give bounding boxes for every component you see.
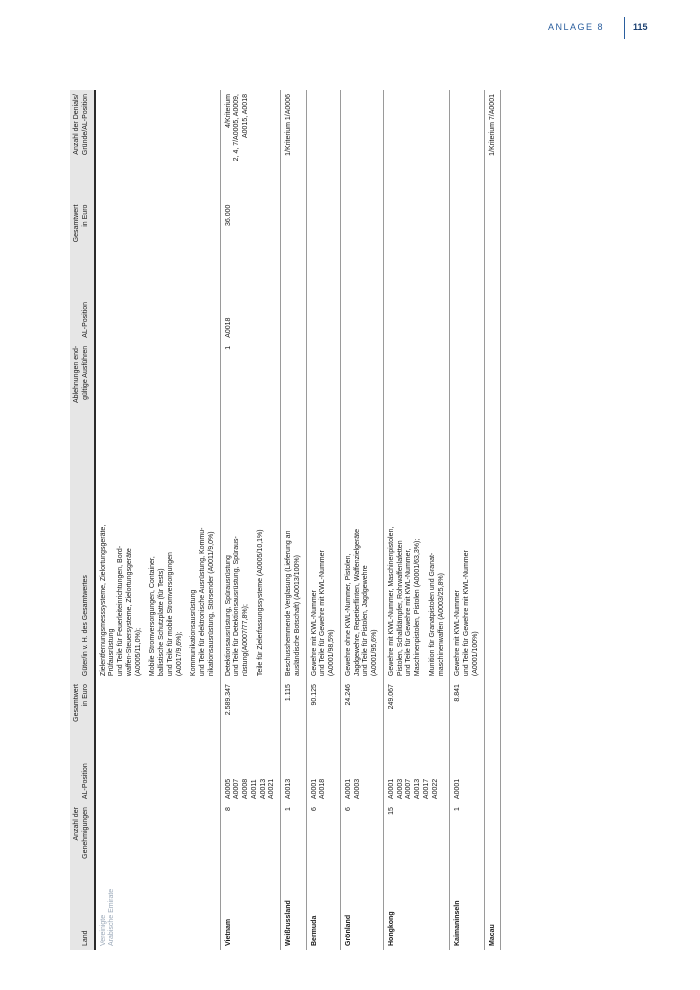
cell-gesamtwert (306, 680, 340, 739)
cell-value: 8 (224, 807, 232, 811)
goods-paragraph (311, 451, 337, 677)
cell-line: Vereinigte (99, 914, 107, 946)
cell-denials (484, 90, 501, 201)
cell-land (220, 876, 281, 950)
cell-line: (A0001/98,5%) (328, 629, 335, 677)
table-body (95, 90, 501, 950)
cell-line: 1/Kriterium 1/A0006 (285, 94, 292, 156)
cell-denials (306, 90, 340, 201)
cell-line: A0021 (268, 778, 276, 800)
cell-line: Gewehre mit KWL-Nummer (454, 590, 462, 677)
cell-al-position-2 (450, 267, 484, 342)
cell-gueter (95, 447, 221, 681)
col-gueter: Güter/in v. H. des Gesamtwertes (70, 447, 95, 681)
header-divider (624, 17, 625, 39)
cell-line: Gewehre mit KWL-Nummer, Maschinenpistolen, (387, 526, 395, 677)
cell-al-position-2 (484, 267, 501, 342)
table-row (95, 90, 221, 950)
cell-value: 1.115 (285, 684, 292, 702)
cell-anzahl (95, 803, 221, 876)
cell-denials (220, 90, 281, 201)
cell-anzahl (281, 803, 307, 876)
cell-value: 1 (454, 807, 462, 811)
cell-line: A0018 (319, 778, 327, 800)
cell-line: Pistolen, Schalldämpfer, Rohrwaffenlafetten (396, 540, 404, 677)
cell-value: 2.589.347 (224, 684, 232, 716)
cell-line: A0003 (353, 778, 361, 800)
cell-line: A0001 (344, 778, 352, 800)
cell-line: A0013 (259, 778, 267, 800)
col-gesamtwert-2: Gesamtwert in Euro (70, 201, 95, 267)
cell-gueter (340, 447, 383, 681)
cell-anzahl (340, 803, 383, 876)
cell-al-position-2 (281, 267, 307, 342)
cell-anzahl (220, 803, 281, 876)
cell-line: maschinenwaffen (A0003/25,8%) (437, 573, 445, 677)
export-table (70, 90, 501, 950)
goods-paragraph (149, 451, 184, 677)
cell-gueter (306, 447, 340, 681)
cell-al-position (450, 739, 484, 803)
cell-line: nikationsausrüstung, Störsender (A0011/9,0%) (207, 531, 215, 677)
cell-line: Zielentfernungsmesssysteme, Zielortungsgeräte, (99, 524, 107, 677)
cell-ablehnungen (383, 342, 450, 447)
cell-value: 8.841 (454, 684, 462, 702)
cell-line: Arabische Emirate (108, 888, 116, 946)
cell-line: A0005 (224, 778, 232, 800)
cell-gesamtwert-2 (220, 201, 281, 267)
cell-line: Macau (488, 924, 496, 946)
cell-gesamtwert-2 (450, 201, 484, 267)
cell-line: Hongkong (387, 911, 395, 946)
cell-line: Vietnam (224, 918, 232, 946)
cell-value: 249.067 (387, 684, 395, 710)
cell-line: A0007 (233, 778, 241, 800)
cell-line: und Teile für mobile Stromversorgungen (166, 552, 174, 677)
col-land: Land (70, 876, 95, 950)
cell-ablehnungen (340, 342, 383, 447)
cell-al-position (340, 739, 383, 803)
cell-al-position-2 (383, 267, 450, 342)
cell-gesamtwert (95, 680, 221, 739)
cell-line: Grönland (344, 914, 352, 946)
cell-gesamtwert (340, 680, 383, 739)
cell-line: A0022 (431, 778, 439, 800)
rotated-table-container (70, 90, 610, 950)
goods-paragraph (225, 451, 251, 677)
cell-ablehnungen (95, 342, 221, 447)
cell-gesamtwert (220, 680, 281, 739)
cell-line: Prüfausrüstung (108, 628, 116, 677)
cell-line: A0001 (454, 778, 462, 800)
cell-line: Maschinenpistolen, Pistolen (A0001/63,3%); (414, 538, 421, 677)
cell-land (281, 876, 307, 950)
cell-line: A0008 (242, 778, 249, 800)
table-row (450, 90, 484, 950)
table-row (340, 90, 383, 950)
col-ablehnungen: Ablehnungen end- gültige Ausführen (70, 342, 95, 447)
cell-anzahl (484, 803, 501, 876)
cell-value: 24.246 (344, 684, 352, 706)
cell-line: Kommunikationsausrüstung (190, 589, 198, 677)
cell-gesamtwert-2 (484, 201, 501, 267)
cell-land (450, 876, 484, 950)
cell-line: 4/Kriterium (224, 94, 232, 128)
cell-land (383, 876, 450, 950)
cell-line: A0007 (405, 778, 413, 800)
header-row (70, 90, 95, 950)
col-al-position: AL-Position (70, 739, 95, 803)
table-row (383, 90, 450, 950)
cell-line: 1/Kriterium 7/A0001 (488, 94, 496, 156)
cell-anzahl (450, 803, 484, 876)
cell-line: Weißrussland (285, 900, 292, 946)
cell-value: 1 (224, 345, 232, 350)
cell-gesamtwert-2 (306, 201, 340, 267)
col-gesamtwert: Gesamtwert in Euro (70, 680, 95, 739)
cell-line: A0015, A0018 (242, 94, 249, 138)
cell-line: Beschusshemmende Verglasung (Lieferung an (285, 530, 292, 677)
cell-line: (A0005/11,0%); (134, 627, 142, 677)
goods-paragraph (285, 451, 303, 677)
table-row (220, 90, 281, 950)
cell-value: 15 (387, 807, 395, 815)
page-number: 115 (633, 22, 648, 32)
col-al-position-2: AL-Position (70, 267, 95, 342)
cell-line: (A0017/9,6%); (175, 631, 183, 677)
cell-line: Gewehre ohne KWL-Nummer, Pistolen, (344, 553, 352, 677)
cell-gesamtwert-2 (340, 201, 383, 267)
cell-al-position (484, 739, 501, 803)
cell-line: waffen-Steuersysteme, Zielortungsgeräte (125, 548, 133, 677)
cell-line: A0017 (422, 778, 430, 800)
table-row (306, 90, 340, 950)
cell-value: 6 (344, 807, 352, 811)
cell-gesamtwert-2 (95, 201, 221, 267)
cell-ablehnungen (281, 342, 307, 447)
goods-paragraph (388, 451, 423, 677)
cell-land (95, 876, 221, 950)
cell-anzahl (383, 803, 450, 876)
cell-land (340, 876, 383, 950)
cell-al-position (220, 739, 281, 803)
cell-value: A0018 (224, 317, 232, 338)
col-anzahl: Anzahl der Genehmigungen (70, 803, 95, 876)
cell-land (484, 876, 501, 950)
cell-value: 1 (285, 807, 292, 811)
cell-line: und Teile für Pistolen, Jagdgewehre (362, 565, 370, 677)
cell-al-position (306, 739, 340, 803)
goods-paragraph (190, 451, 216, 677)
cell-denials (383, 90, 450, 201)
cell-al-position (95, 739, 221, 803)
cell-line: und Teile für Gewehre mit KWL-Nummer (463, 550, 470, 677)
cell-line: rüstung(A0007/77,8%); (242, 604, 249, 677)
cell-line: und Teile für Gewehre mit KWL-Nummer, (405, 548, 413, 677)
cell-line: Munition für Granatpistolen und Granat- (428, 552, 436, 677)
cell-value: 90.125 (310, 684, 318, 706)
cell-line: A0001 (387, 778, 395, 800)
cell-line: A0013 (414, 778, 421, 800)
goods-paragraph (429, 451, 447, 677)
cell-line: A0001 (310, 778, 318, 800)
cell-line: 2, 4, 7/A0005, A0009, (233, 94, 241, 162)
cell-line: und Teile für Feuerleiteinrichtungen, Bord- (117, 545, 124, 677)
cell-line: Kaimaninseln (454, 900, 462, 946)
cell-ablehnungen (220, 342, 281, 447)
cell-value: 36.000 (224, 204, 232, 226)
cell-gesamtwert-2 (281, 201, 307, 267)
cell-line: und Teile für Gewehre mit KWL-Nummer (319, 550, 327, 677)
cell-denials (450, 90, 484, 201)
cell-line: Gewehre mit KWL-Nummer (310, 590, 318, 677)
cell-denials (281, 90, 307, 201)
cell-anzahl (306, 803, 340, 876)
cell-line: (A0001/100%) (471, 631, 479, 677)
cell-al-position (383, 739, 450, 803)
cell-line: ausländische Botschaft) (A0013/100%) (293, 555, 301, 677)
table-row (484, 90, 501, 950)
cell-line: A0011 (250, 779, 258, 800)
cell-ablehnungen (450, 342, 484, 447)
cell-gesamtwert (281, 680, 307, 739)
cell-line: Mobile Stromversorgungen, Container, (149, 556, 157, 677)
cell-gueter (281, 447, 307, 681)
col-denials: Anzahl der Denials/ Gründe/AL-Position (70, 90, 95, 201)
cell-line: ballistische Schutzplatte (für Tests) (158, 568, 165, 677)
cell-land (306, 876, 340, 950)
cell-ablehnungen (306, 342, 340, 447)
goods-paragraph (345, 451, 380, 677)
cell-gueter (484, 447, 501, 681)
cell-line: Teile für Zielerfassungssysteme (A0005/10,1%) (256, 529, 264, 677)
cell-denials (340, 90, 383, 201)
cell-line: Bermuda (310, 915, 318, 946)
cell-denials (95, 90, 221, 201)
cell-gueter (450, 447, 484, 681)
table-row (281, 90, 307, 950)
cell-line: und Teile für elektronische Ausrüstung, Kommu- (199, 527, 206, 677)
cell-al-position-2 (95, 267, 221, 342)
cell-gesamtwert (484, 680, 501, 739)
cell-al-position-2 (340, 267, 383, 342)
goods-paragraph (100, 451, 144, 677)
cell-line: A0013 (285, 778, 292, 800)
cell-gesamtwert (450, 680, 484, 739)
cell-gueter (220, 447, 281, 681)
cell-line: und Teile für Detektionsausrüstung, Spüraus- (233, 536, 241, 677)
goods-paragraph (454, 451, 480, 677)
cell-line: A0003 (396, 778, 404, 800)
cell-line: Jagdgewehre, Repetierflinten, Waffenzielgeräte (353, 528, 361, 677)
goods-paragraph (257, 451, 266, 677)
cell-line: Detektionsausrüstung, Spürausrüstung (224, 555, 232, 677)
cell-gueter (383, 447, 450, 681)
cell-al-position-2 (220, 267, 281, 342)
cell-al-position (281, 739, 307, 803)
cell-al-position-2 (306, 267, 340, 342)
cell-ablehnungen (484, 342, 501, 447)
cell-value: 6 (310, 807, 318, 811)
section-label: ANLAGE 8 (547, 22, 604, 32)
cell-line: (A0001/95,6%) (371, 629, 378, 677)
cell-gesamtwert-2 (383, 201, 450, 267)
cell-gesamtwert (383, 680, 450, 739)
